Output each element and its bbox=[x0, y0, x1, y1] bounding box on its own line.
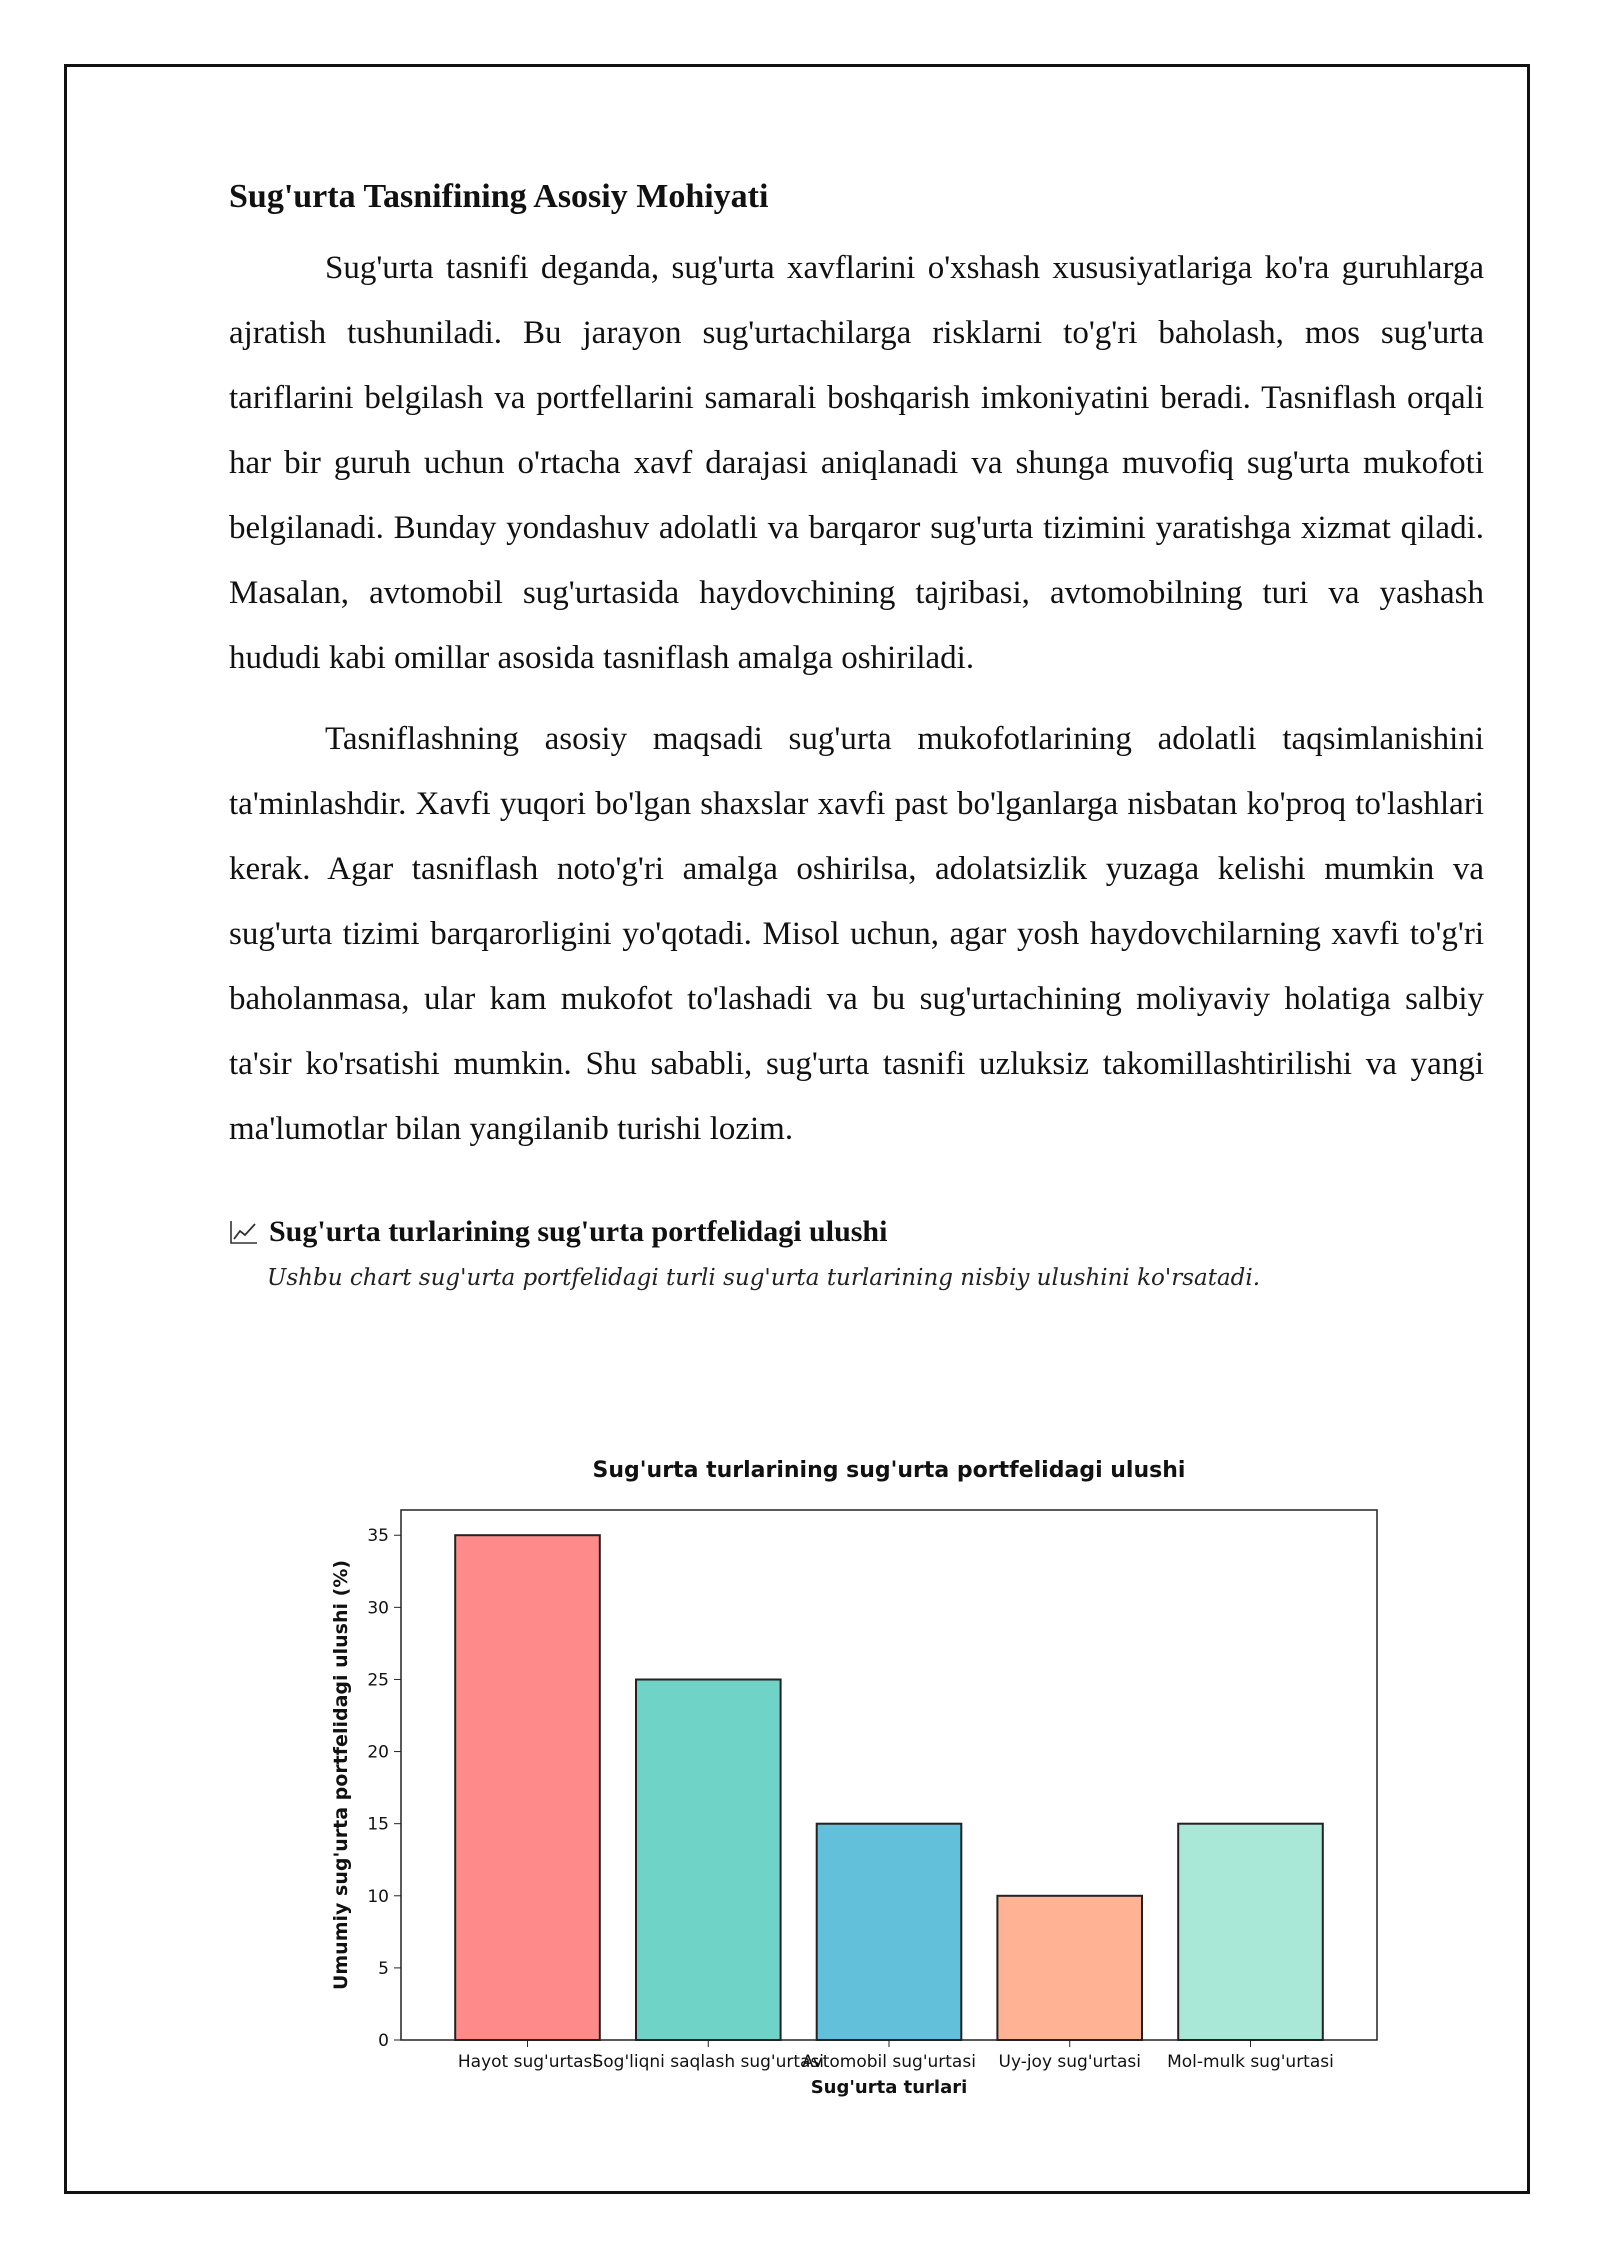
x-tick-label: Uy-joy sug'urtasi bbox=[998, 2052, 1141, 2072]
x-axis-label: Sug'urta turlari bbox=[810, 2077, 968, 2098]
paragraph-1: Sug'urta tasnifi deganda, sug'urta xavflarini o'xshash xususiyatlariga ko'ra guruhlarga ajratish tushuniladi. Bu jarayon sug'urtachilarga risklarni to'g'ri baholash, mos sug'urta tariflarini belgilash va portfellarini samarali boshqarish imkoniyatini beradi. Tasniflash orqali har bir guruh uchun o'rtacha xavf darajasi aniqlanadi va shunga muvofiq sug'urta mukofoti belgilanadi. Bunday yondashuv adolatli va barqaror sug'urta tizimini yaratishga xizmat qiladi. Masalan, avtomobil sug'urtasida haydovchining tajribasi, avtomobilning turi va yashash hududi kabi omillar asosida tasniflash amalga oshiriladi. bbox=[229, 250, 1484, 676]
bar-4 bbox=[997, 1896, 1142, 2040]
bar-chart bbox=[310, 1450, 1410, 2110]
chart-section-title: Sug'urta turlarining sug'urta portfelidagi ulushi bbox=[269, 1215, 888, 1248]
y-tick-label: 35 bbox=[367, 1526, 389, 1547]
x-tick-label: Sog'liqni saqlash sug'urtasi bbox=[592, 2052, 825, 2072]
y-tick-label: 5 bbox=[378, 1958, 389, 1979]
bar-2 bbox=[636, 1680, 781, 2041]
x-tick-label: Hayot sug'urtasi bbox=[457, 2052, 598, 2072]
section-heading: Sug'urta Tasnifining Asosiy Mohiyati bbox=[229, 178, 769, 215]
document-body bbox=[229, 170, 1484, 1296]
chart-section-heading bbox=[229, 1212, 1484, 1252]
line-chart-icon bbox=[229, 1219, 259, 1245]
x-tick-label: Avtomobil sug'urtasi bbox=[802, 2052, 976, 2072]
bar-1 bbox=[455, 1535, 600, 2040]
y-tick-label: 25 bbox=[367, 1670, 389, 1691]
y-tick-label: 15 bbox=[367, 1814, 389, 1835]
y-tick-label: 10 bbox=[367, 1886, 389, 1907]
chart-description: Ushbu chart sug'urta portfelidagi turli sug'urta turlarining nisbiy ulushini ko'rsatadi. bbox=[267, 1265, 1261, 1291]
bar-5 bbox=[1178, 1824, 1323, 2040]
paragraph-2: Tasniflashning asosiy maqsadi sug'urta mukofotlarining adolatli taqsimlanishini ta'minlashdir. Xavfi yuqori bo'lgan shaxslar xavfi past bo'lganlarga nisbatan ko'proq to'lashlari kerak. Agar tasniflash noto'g'ri amalga oshirilsa, adolatsizlik yuzaga kelishi mumkin va sug'urta tizimi barqarorligini yo'qotadi. Misol uchun, agar yosh haydovchilarning xavfi to'g'ri baholanmasa, ular kam mukofot to'lashadi va bu sug'urtachining moliyaviy holatiga salbiy ta'sir ko'rsatishi mumkin. Shu sababli, sug'urta tasnifi uzluksiz takomillashtirilishi va yangi ma'lumotlar bilan yangilanib turishi lozim. bbox=[229, 721, 1484, 1147]
chart-title: Sug'urta turlarining sug'urta portfelidagi ulushi bbox=[592, 1458, 1186, 1483]
x-tick-label: Mol-mulk sug'urtasi bbox=[1167, 2052, 1334, 2072]
bar-3 bbox=[817, 1824, 962, 2040]
y-tick-label: 0 bbox=[378, 2031, 389, 2051]
y-tick-label: 30 bbox=[367, 1598, 389, 1619]
bar-chart-svg bbox=[310, 1450, 1410, 2110]
y-axis-label: Umumiy sug'urta portfelidagi ulushi (%) bbox=[330, 1559, 352, 1991]
y-tick-label: 20 bbox=[367, 1742, 389, 1763]
